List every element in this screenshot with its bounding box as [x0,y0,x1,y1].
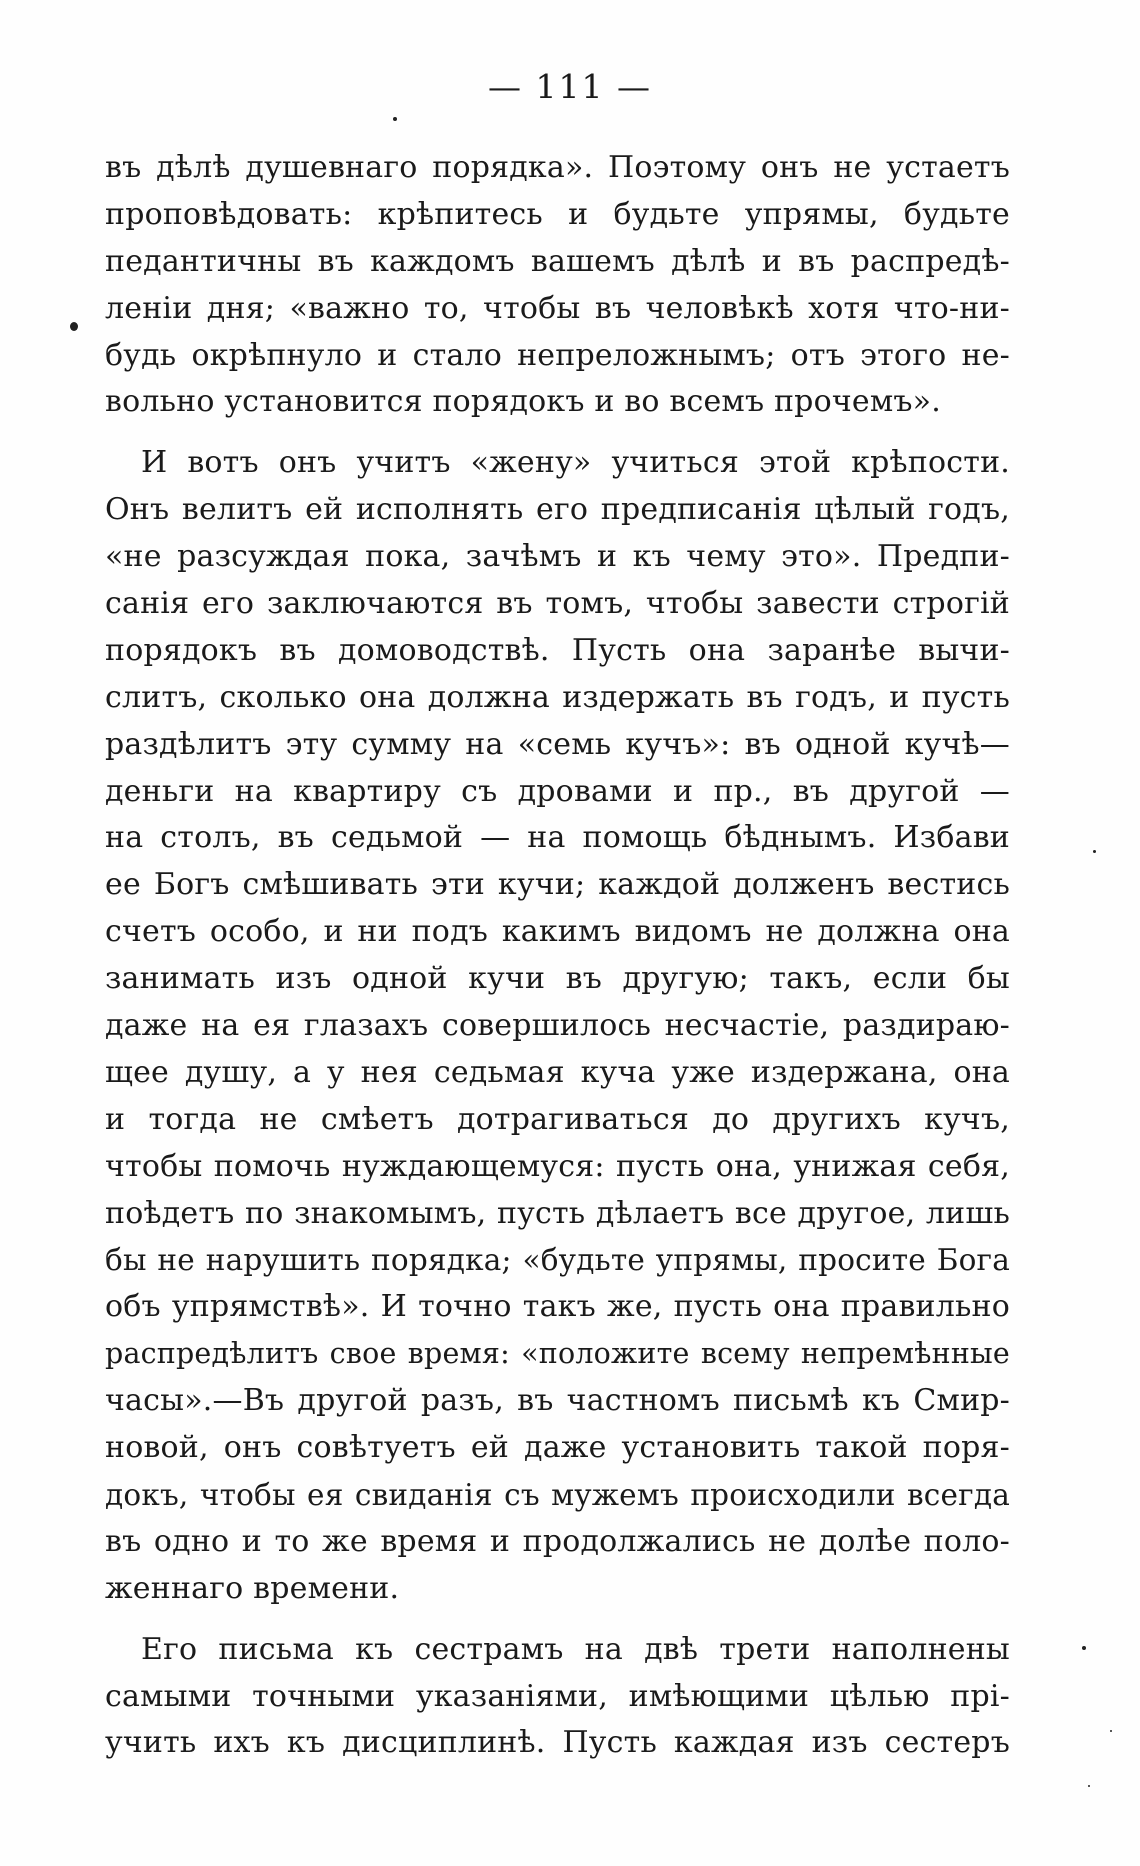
scan-speck [1093,850,1096,853]
text-line: счетъ особо, и ни подъ какимъ видомъ не должна она [105,914,1010,950]
text-line: щее душу, а у нея седьмая куча уже издержана, она [105,1054,1010,1090]
text-line: леніи дня; «важно то, чтобы въ человѣкѣ хотя что-ни- [105,290,1010,326]
text-line: будь окрѣпнуло и стало непреложнымъ; отъ этого не- [105,337,1010,373]
scan-speck [1088,1785,1090,1787]
text-line: докъ, чтобы ея свиданія съ мужемъ происходили всегда [105,1477,1010,1512]
text-line: деньги на квартиру съ дровами и пр., въ другой — [105,773,1010,809]
text-line: педантичны въ каждомъ вашемъ дѣлѣ и въ распредѣ- [105,243,1010,279]
text-line: даже на ея глазахъ совершилось несчастіе, раздираю- [105,1008,1010,1044]
text-line: и тогда не смѣетъ дотрагиваться до другихъ кучъ, [105,1101,1010,1137]
text-line: часы».—Въ другой разъ, въ частномъ письмѣ къ Смир- [105,1383,1010,1419]
text-line: въ дѣлѣ душевнаго порядка». Поэтому онъ не устаетъ [105,150,1010,185]
text-line: въ одно и то же время и продолжались не долѣе поло- [105,1523,1010,1559]
paragraph-gap [105,1613,1010,1627]
text-line: вольно установится порядокъ и во всемъ прочемъ». [105,384,941,420]
text-line: раздѣлитъ эту сумму на «семь кучъ»: въ одной кучѣ— [105,726,1010,762]
text-line: распредѣлитъ свое время: «положите всему непремѣнные [105,1337,1010,1371]
text-line: порядокъ въ домоводствѣ. Пусть она заранѣе вычи- [105,632,1010,668]
text-line: занимать изъ одной кучи въ другую; такъ, если бы [105,961,1010,997]
scan-speck [70,322,78,331]
text-line: И вотъ онъ учитъ «жену» учиться этой крѣпости. [141,445,1010,481]
body-text [105,145,1010,1767]
text-line: проповѣдовать: крѣпитесь и будьте упрямы, будьте [105,196,1010,232]
text-line: Его письма къ сестрамъ на двѣ трети наполнены [141,1631,1010,1667]
scan-speck [1110,1730,1112,1732]
text-line: объ упрямствѣ». И точно такъ же, пусть она правильно [105,1289,1010,1325]
scan-speck [1082,1646,1086,1650]
text-line: новой, онъ совѣтуетъ ей даже установить такой поря- [105,1430,1010,1466]
paragraph-gap [105,426,1010,440]
text-line: ее Богъ смѣшивать эти кучи; каждой долженъ вестись [105,867,1010,903]
text-line: самыми точными указаніями, имѣющими цѣлью прі- [105,1678,1010,1714]
text-line: Онъ велитъ ей исполнять его предписанія цѣлый годъ, [105,492,1010,528]
text-line: на столъ, въ седьмой — на помощь бѣднымъ. Избави [105,820,1010,856]
text-line: учить ихъ къ дисциплинѣ. Пусть каждая изъ сестеръ [105,1725,1010,1761]
text-line: женнаго времени. [105,1570,400,1606]
text-line: слитъ, сколько она должна издержать въ годъ, и пусть [105,679,1010,715]
text-line: чтобы помочь нуждающемуся: пусть она, унижая себя, [105,1148,1010,1184]
text-line: санія его заключаются въ томъ, чтобы завести строгій [105,586,1010,622]
text-line: поѣдетъ по знакомымъ, пусть дѣлаетъ все другое, лишь [105,1195,1010,1231]
text-line: «не разсуждая пока, зачѣмъ и къ чему это». Предпи- [105,539,1010,575]
scan-speck [393,117,397,121]
text-line: бы не нарушить порядка; «будьте упрямы, просите Бога [105,1243,1010,1278]
page-number: — 111 — [488,67,652,106]
